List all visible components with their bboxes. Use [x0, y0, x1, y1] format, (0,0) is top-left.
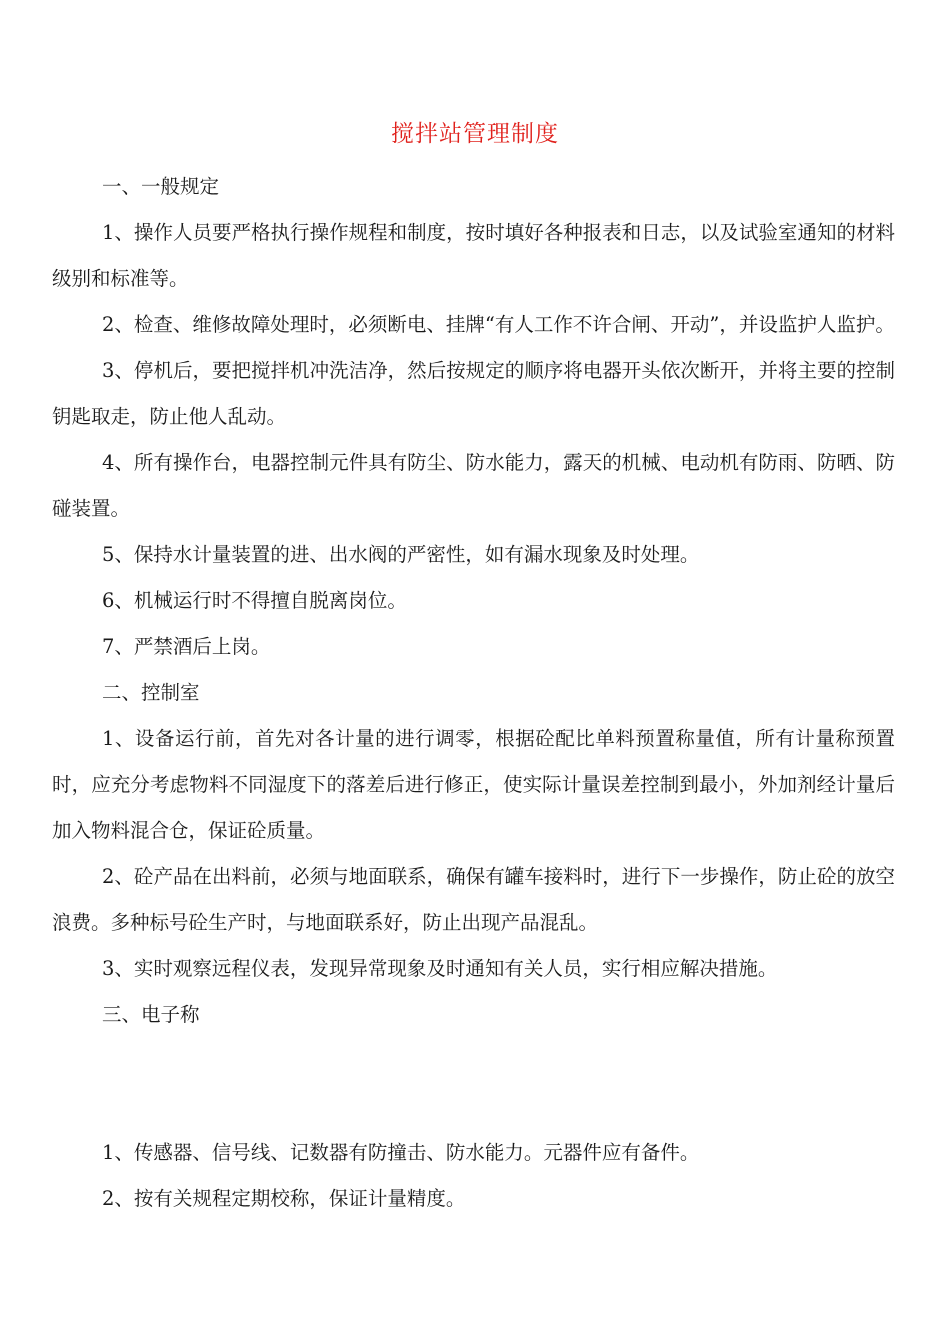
- paragraph-general-6: 6、机械运行时不得擅自脱离岗位。: [102, 589, 407, 612]
- paragraph-general-4: 4、所有操作台，电器控制元件具有防尘、防水能力，露天的机械、电动机有防雨、防晒、防碰装置。: [52, 451, 895, 520]
- blank-gap: [52, 1038, 895, 1130]
- paragraph-scale-1: 1、传感器、信号线、记数器有防撞击、防水能力。元器件应有备件。: [102, 1141, 700, 1164]
- paragraph-general-1: 1、操作人员要严格执行操作规程和制度，按时填好各种报表和日志，以及试验室通知的材料级别和标准等。: [52, 221, 895, 290]
- document-title: 搅拌站管理制度: [391, 121, 559, 147]
- paragraph-control-1: 1、设备运行前，首先对各计量的进行调零，根据砼配比单料预置称量值，所有计量称预置时，应充分考虑物料不同湿度下的落差后进行修正，使实际计量误差控制到最小，外加剂经计量后加入物料混合仓，保证砼质量。: [52, 727, 895, 842]
- paragraph-scale-2: 2、按有关规程定期校称，保证计量精度。: [102, 1187, 466, 1210]
- paragraph-control-3: 3、实时观察远程仪表，发现异常现象及时通知有关人员，实行相应解决措施。: [102, 957, 778, 980]
- section-heading-general: 一、一般规定: [102, 175, 220, 198]
- paragraph-control-2: 2、砼产品在出料前，必须与地面联系，确保有罐车接料时，进行下一步操作，防止砼的放空浪费。多种标号砼生产时，与地面联系好，防止出现产品混乱。: [52, 865, 895, 934]
- section-heading-electronic-scale: 三、电子称: [102, 1003, 200, 1026]
- paragraph-general-7: 7、严禁酒后上岗。: [102, 635, 271, 658]
- paragraph-general-2: 2、检查、维修故障处理时，必须断电、挂牌“有人工作不许合闸、开动”，并设监护人监护。: [102, 313, 895, 336]
- section-heading-control-room: 二、控制室: [102, 681, 200, 704]
- paragraph-general-3: 3、停机后，要把搅拌机冲洗洁净，然后按规定的顺序将电器开头依次断开，并将主要的控制钥匙取走，防止他人乱动。: [52, 359, 895, 428]
- paragraph-general-5: 5、保持水计量装置的进、出水阀的严密性，如有漏水现象及时处理。: [102, 543, 700, 566]
- document-body: [52, 164, 895, 1222]
